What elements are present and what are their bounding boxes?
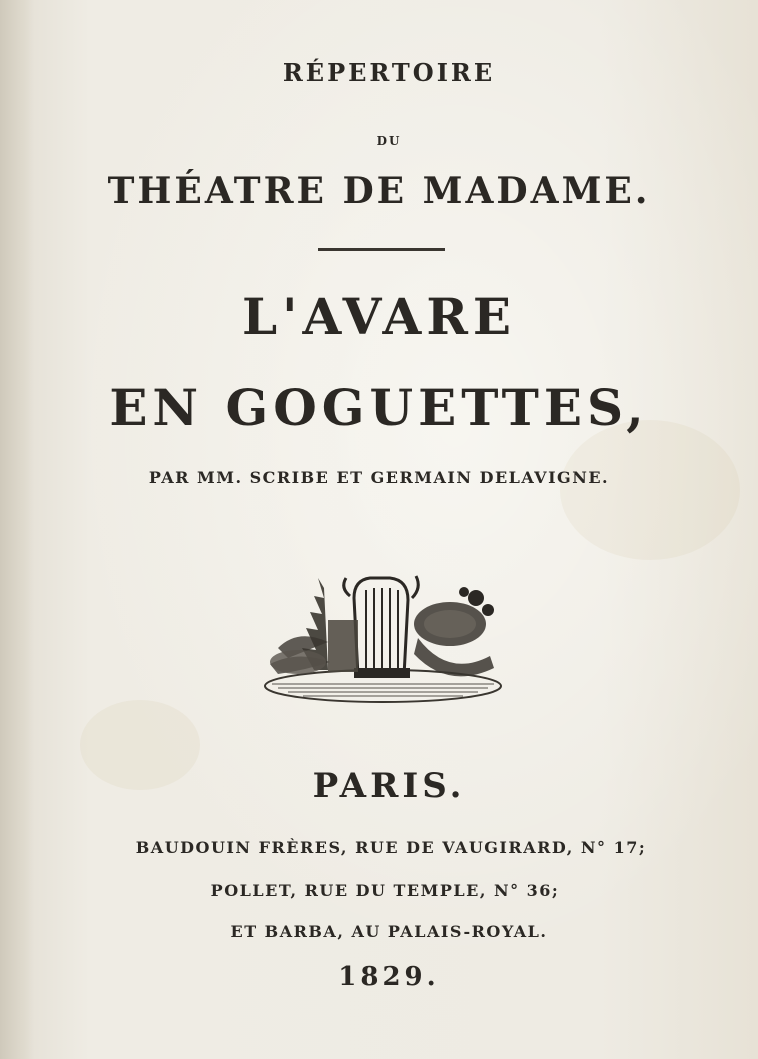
imprint-year: 1829.: [338, 962, 440, 992]
imprint-city: PARIS.: [312, 766, 466, 806]
paper-stain: [560, 420, 740, 560]
imprint-publisher-line-3: ET BARBA, AU PALAIS-ROYAL.: [230, 922, 548, 941]
series-title-theatre: THÉATRE DE MADAME.: [107, 170, 651, 212]
imprint-publisher-line-2: POLLET, RUE DU TEMPLE, N° 36;: [210, 881, 560, 900]
series-title-du: DU: [376, 134, 402, 148]
play-title-line-1: L'AVARE: [242, 287, 516, 346]
play-title-line-2: EN GOGUETTES,: [109, 378, 649, 437]
title-rule: [318, 248, 445, 251]
lyre-and-palette-vignette-icon: [258, 558, 508, 708]
authors-line: PAR MM. SCRIBE ET GERMAIN DELAVIGNE.: [148, 468, 610, 487]
series-title-repertoire: RÉPERTOIRE: [282, 58, 496, 87]
imprint-publisher-line-1: BAUDOUIN FRÈRES, RUE DE VAUGIRARD, N° 17;: [135, 838, 647, 857]
page-gutter-shadow: [0, 0, 34, 1059]
